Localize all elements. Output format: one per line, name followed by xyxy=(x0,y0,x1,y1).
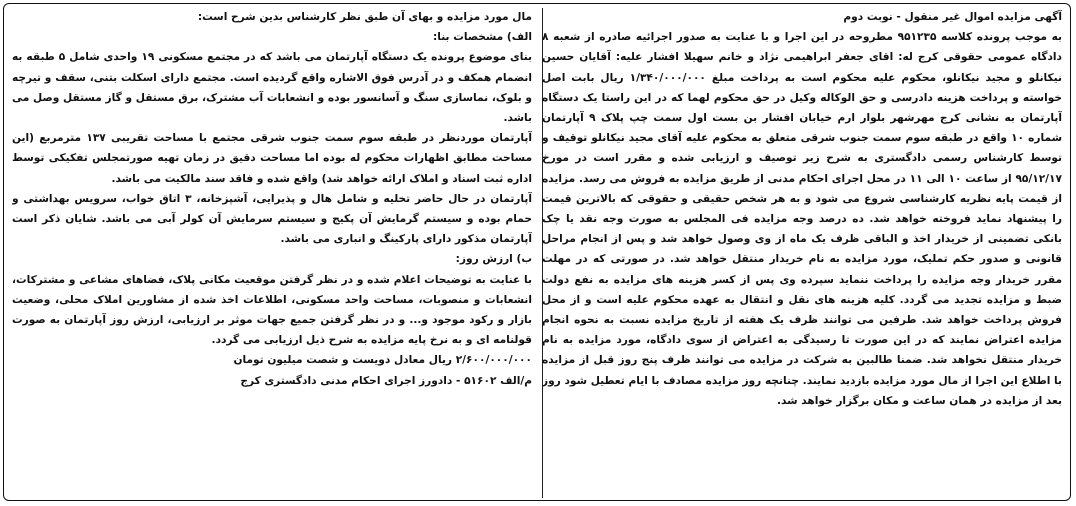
right-column xyxy=(542,7,1062,411)
signature-line: م/الف ۵۱۶۰۲ - دادورز اجرای احکام مدنی دادگستری کرج xyxy=(240,374,532,387)
notice-body: به موجب پرونده کلاسه ۹۵۱۲۳۵ مطروحه در این اجرا و با عنایت به صدور اجرائیه صادره از شعبه ۸ دادگاه عمومی حقوقی کرج له: اقای جعفر ابراهیمی نژاد و خانم سهیلا افشار علیه: آقایان حسین نیکانلو و مجید نیکانلو، محکوم علیه محکوم است به پرداخت مبلغ ۱/۳۴۰/۰۰۰/۰۰۰ ریال بابت اصل خواسته و پرداخت هزینه دادرسی و حق الوکاله وکیل در حق محکوم لهما که در این راستا یک دستگاه آپارتمان به نشانی کرج مهرشهر بلوار ارم خیابان افشار بن بست اول سمت چپ پلاک ۹ آپارتمان شماره ۱۰ واقع در طبقه سوم سمت جنوب شرقی متعلق به محکوم علیه آقای مجید نیکانلو توقیف و توسط کارشناس رسمی دادگستری به شرح زیر توصیف و ارزیابی شده و مقرر است در مورخ ۹۵/۱۲/۱۷ از ساعت ۱۰ الی ۱۱ در محل اجرای احکام مدنی از طریق مزایده به فروش می رسد. مزایده از قیمت پایه نظریه کارشناسی شروع می شود و به هر شخص حقیقی و حقوقی که بالاترین قیمت را پیشنهاد نماید فروخته خواهد شد. ده درصد وجه مزایده فی المجلس به صورت وجه نقد یا چک بانکی تضمینی از خریدار اخذ و الباقی ظرف یک ماه از وی وصول خواهد شد و پس از انجام مراحل قانونی و صدور حکم تملیک، مورد مزایده به نام خریدار منتقل خواهد شد. در صورتی که در مهلت مقرر خریدار وجه مزایده را پرداخت ننماید سپرده وی پس از کسر هزینه های مزایده به نفع دولت ضبط و مزایده تجدید می گردد. کلیه هزینه های نقل و انتقال به عهده محکوم علیه است و از محل فروش پرداخت خواهد شد. طرفین می توانند ظرف یک هفته از تاریخ مزایده نسبت به نحوه انجام مزایده اعتراض نمایند که در این صورت تا رسیدگی به اعتراض از سوی دادگاه، مورد مزایده به نام خریدار منتقل نخواهد شد. ضمنا طالبین به شرکت در مزایده می توانند ظرف پنج روز قبل از مزایده با اطلاع این اجرا از مال مورد مزایده بازدید نمایند. چنانچه روز مزایده مصادف با ایام تعطیل شود روز بعد از مزایده در همان ساعت و مکان برگزار خواهد شد. xyxy=(542,31,1062,407)
section-a-paragraph-2: آپارتمان موردنظر در طبقه سوم سمت جنوب شرقی مجتمع با مساحت تقریبی ۱۳۷ مترمربع (این مساحت مطابق اظهارات محکوم له بوده اما مساحت دقیق در زمان تهیه صورتمجلس تفکیکی توسط اداره ثبت اسناد و املاک ارائه خواهد شد) واقع شده و فاقد سند مالکیت می باشد. xyxy=(12,132,532,185)
notice-title: آگهی مزایده اموال غیر منقول - نوبت دوم xyxy=(843,11,1062,23)
section-a-title: الف) مشخصات بنا: xyxy=(433,31,532,44)
property-intro: مال مورد مزایده و بهای آن طبق نظر کارشناس بدین شرح است: xyxy=(197,11,532,23)
appraised-value: ۲/۶۰۰/۰۰۰/۰۰۰ ریال معادل دویست و شصت میلیون تومان xyxy=(233,354,532,367)
section-b-title: ب) ارزش روز: xyxy=(455,253,532,266)
section-b-paragraph-1: با عنایت به توضیحات اعلام شده و در نظر گرفتن موقعیت مکانی پلاک، فضاهای مشاعی و مشترکات، انشعابات و منصوبات، مساحت واحد مسکونی، اطلاعات اخذ شده از مشاورین املاک محلی، وضعیت بازار و رکود موجود و... و در نظر گرفتن جمیع جهات موثر بر ارزیابی، ارزش روز آپارتمان به صورت قولنامه ای و به نرخ پایه مزایده به شرح ذیل ارزیابی می گردد. xyxy=(12,273,532,347)
section-a-paragraph-3: آپارتمان در حال حاضر تخلیه و شامل هال و پذیرایی، آشپزخانه، ۳ اتاق خواب، سرویس بهداشتی و حمام بوده و سیستم گرمایش آن پکیج و سیستم سرمایش آن کولر آبی می باشد. شایان ذکر است آپارتمان مذکور دارای پارکینگ و انباری می باشد. xyxy=(12,192,532,246)
left-column xyxy=(12,7,532,391)
notice-frame xyxy=(3,3,1071,501)
section-a-paragraph-1: بنای موضوع پرونده یک دستگاه آپارتمان می باشد که در مجتمع مسکونی ۱۹ واحدی شامل ۵ طبقه به انضمام همکف و در آدرس فوق الاشاره واقع گردیده است. مجتمع دارای اسکلت بتنی، سقف و تیرچه و بلوک، نماسازی سنگ و آسانسور بوده و انشعابات آب مشترک، برق مستقل و گاز مستقل وصل می باشد. xyxy=(12,51,532,125)
